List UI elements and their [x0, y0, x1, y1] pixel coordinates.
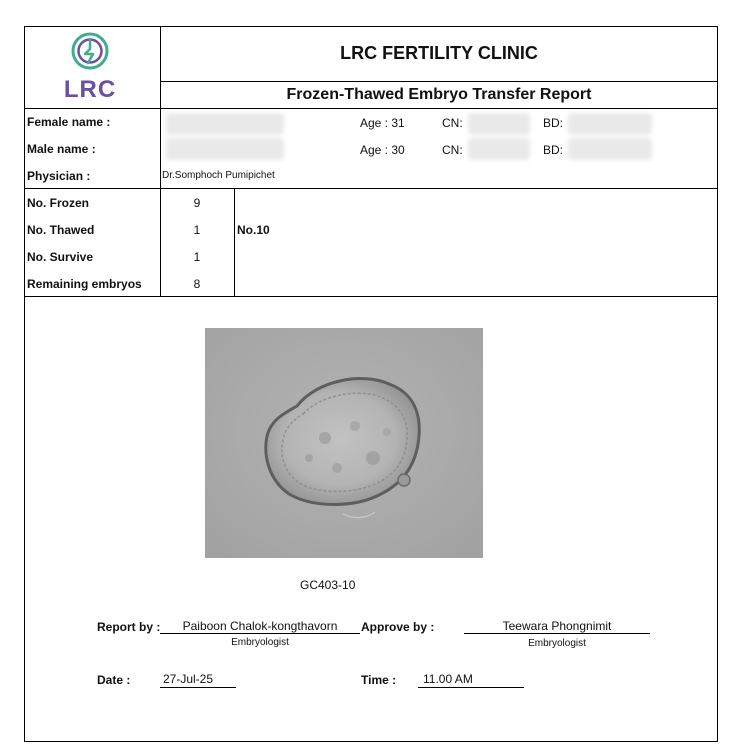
- clinic-name: LRC FERTILITY CLINIC: [340, 43, 538, 63]
- female-name-label: Female name :: [27, 115, 111, 129]
- female-bd-label: BD:: [543, 116, 564, 130]
- logo-emblem-icon: [60, 30, 120, 74]
- report-title: Frozen-Thawed Embryo Transfer Report: [286, 86, 592, 103]
- approve-by-role: Embryologist: [528, 638, 586, 649]
- date-value: 27-Jul-25: [163, 672, 214, 686]
- remaining-embryos-value: 8: [193, 277, 201, 291]
- embryo-blastocyst-image: [205, 328, 483, 558]
- header-bottom-line: [24, 108, 718, 109]
- male-bd-redacted: [568, 138, 652, 160]
- time-value: 11.00 AM: [423, 672, 473, 686]
- no-thawed-value: 1: [193, 223, 201, 237]
- thawed-embryo-number: No.10: [237, 223, 270, 237]
- embryo-photo-caption: GC403-10: [300, 578, 356, 592]
- no-survive-value: 1: [193, 250, 201, 264]
- male-name-redacted: [166, 138, 284, 160]
- female-name-redacted: [166, 113, 284, 135]
- patient-bottom-line: [24, 188, 718, 189]
- approve-by-signature-line: [464, 633, 650, 634]
- no-frozen-label: No. Frozen: [27, 196, 89, 210]
- approve-by-label: Approve by :: [361, 620, 435, 634]
- no-thawed-label: No. Thawed: [27, 223, 95, 237]
- report-by-label: Report by :: [97, 620, 161, 634]
- female-age: Age : 31: [360, 116, 405, 130]
- embryo-bottom-line: [24, 296, 718, 297]
- male-cn-label: CN:: [442, 143, 463, 157]
- male-age: Age : 30: [360, 143, 405, 157]
- no-frozen-value: 9: [193, 196, 201, 210]
- embryo-column-divider: [234, 188, 235, 297]
- report-by-name: Paiboon Chalok-kongthavorn: [182, 619, 338, 633]
- male-bd-label: BD:: [543, 143, 564, 157]
- approve-by-name: Teewara Phongnimit: [502, 619, 612, 633]
- clinic-logo: [60, 30, 120, 106]
- male-cn-redacted: [468, 138, 530, 160]
- remaining-embryos-label: Remaining embryos: [27, 277, 142, 291]
- female-cn-redacted: [468, 113, 530, 135]
- physician-label: Physician :: [27, 169, 91, 183]
- no-survive-label: No. Survive: [27, 250, 94, 264]
- female-cn-label: CN:: [442, 116, 463, 130]
- header-divider-horizontal: [160, 81, 718, 82]
- report-by-role: Embryologist: [231, 637, 289, 648]
- report-by-signature-line: [160, 633, 360, 634]
- date-label: Date :: [97, 673, 131, 687]
- logo-text: LRC: [63, 76, 117, 103]
- physician-value: Dr.Somphoch Pumipichet: [162, 170, 275, 181]
- male-name-label: Male name :: [27, 142, 96, 156]
- embryo-photo: [205, 328, 483, 558]
- time-underline: [418, 687, 524, 688]
- female-bd-redacted: [568, 113, 652, 135]
- date-underline: [160, 687, 236, 688]
- time-label: Time :: [361, 673, 397, 687]
